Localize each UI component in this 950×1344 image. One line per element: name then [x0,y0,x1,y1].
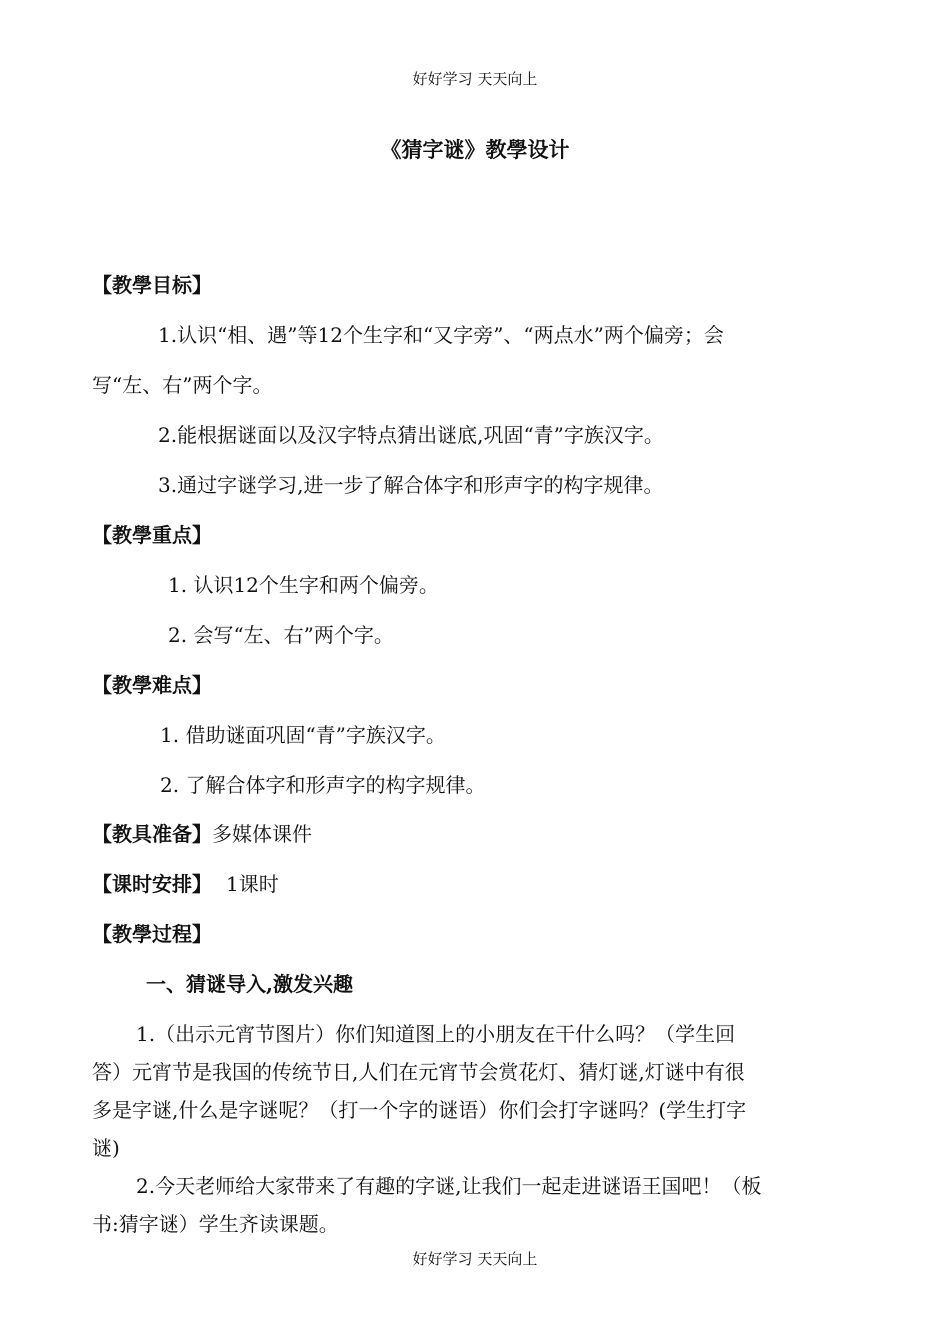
objectives-heading: 【教學目标】 [92,273,212,297]
process-p1-line-4: 谜) [92,1136,120,1160]
process-p2-line-1: 2.今天老师给大家带来了有趣的字谜,让我们一起走进谜语王国吧！（板 [136,1174,762,1198]
key-point-2: 2. 会写“左、右”两个字。 [168,623,394,647]
key-point-1: 1. 认识12个生字和两个偏旁。 [168,573,439,597]
schedule-value: 1课时 [226,872,279,896]
objective-2: 2.能根据谜面以及汉字特点猜出谜底,巩固“青”字族汉字。 [158,423,664,447]
difficulties-heading: 【教學难点】 [92,673,212,697]
process-p1-line-2: 答）元宵节是我国的传统节日,人们在元宵节会赏花灯、猜灯谜,灯谜中有很 [92,1060,745,1084]
objective-1-line-2: 写“左、右”两个字。 [92,373,273,397]
schedule-row [92,868,279,897]
process-p2-line-2: 书:猜字谜）学生齐读课题。 [92,1212,339,1236]
process-heading: 【教學过程】 [92,922,212,946]
tools-heading: 【教具准备】 [92,822,212,846]
difficulty-2: 2. 了解合体字和形声字的构字规律。 [160,773,486,797]
process-section-1-title: 一、猜谜导入,激发兴趣 [146,972,353,996]
page-footer: 好好学习 天天向上 [412,1250,538,1268]
objective-1-line-1: 1.认识“相、遇”等12个生字和“又字旁”、“两点水”两个偏旁；会 [158,323,724,347]
difficulty-1: 1. 借助谜面巩固“青”字族汉字。 [160,723,446,747]
process-p1-line-1: 1.（出示元宵节图片）你们知道图上的小朋友在干什么吗？（学生回 [136,1022,736,1046]
objective-3: 3.通过字谜学习,进一步了解合体字和形声字的构字规律。 [158,473,664,497]
page-header: 好好学习 天天向上 [412,70,538,88]
tools-value: 多媒体课件 [212,822,312,846]
process-p1-line-3: 多是字谜,什么是字谜呢？（打一个字的谜语）你们会打字谜吗？(学生打字 [92,1098,747,1122]
tools-row [92,818,312,847]
schedule-heading: 【课时安排】 [92,872,212,896]
document-title: 《猜字谜》教學设计 [380,137,570,162]
key-points-heading: 【教學重点】 [92,523,212,547]
